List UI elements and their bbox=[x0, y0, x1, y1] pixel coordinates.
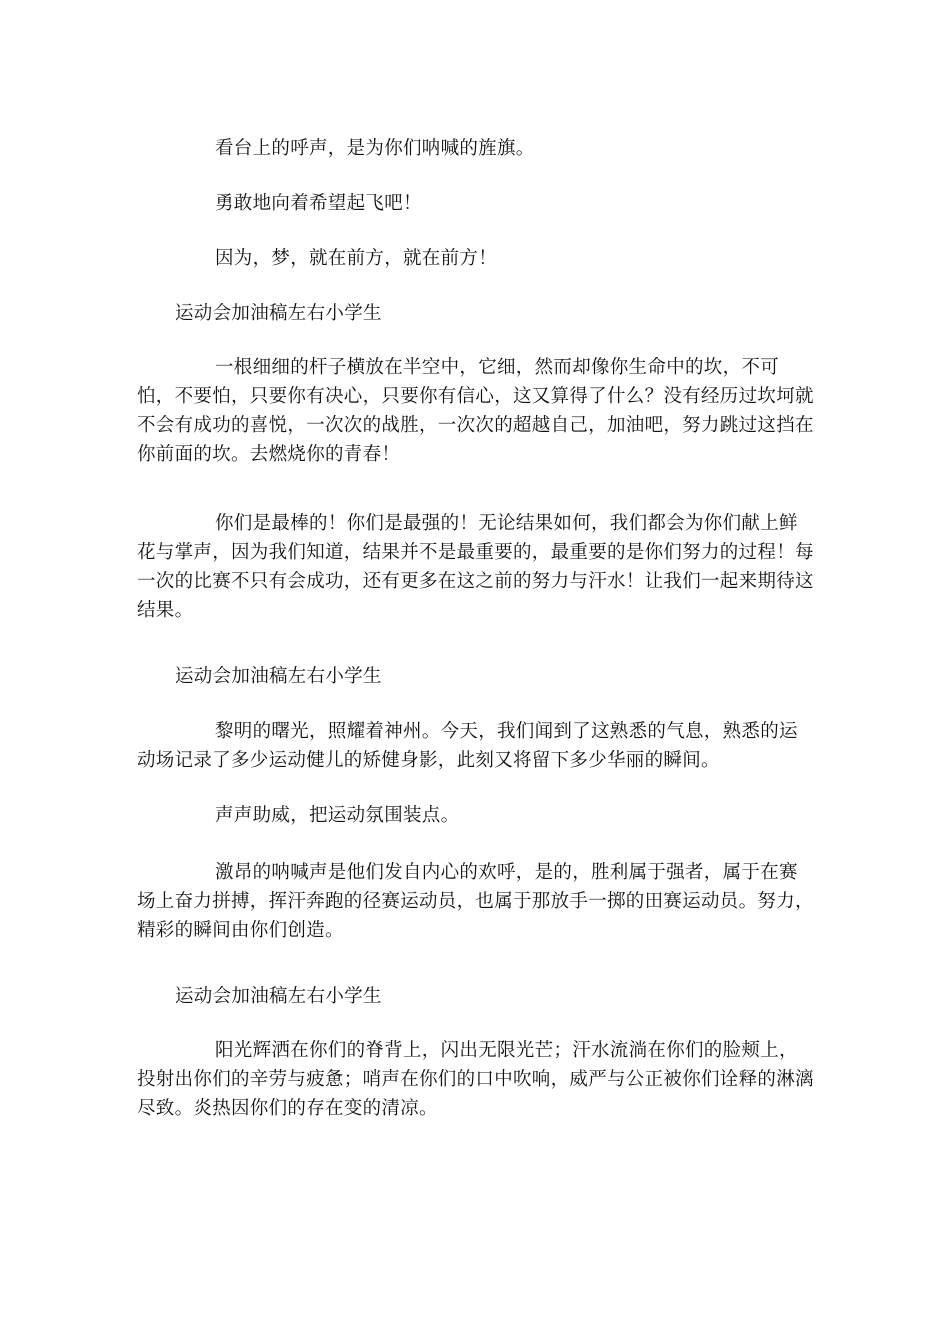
paragraph-dream-ahead: 因为，梦，就在前方，就在前方！ bbox=[215, 248, 498, 269]
paragraph-cheering-voices: 声声助威，把运动氛围装点。 bbox=[215, 805, 460, 826]
section-heading: 运动会加油稿左右小学生 bbox=[175, 986, 382, 1007]
paragraph-victory-to-the-strong: 激昂的呐喊声是他们发自内心的欢呼，是的，胜利属于强者，属于在赛场上奋力拼搏，挥汗奔跑的径赛运动员，也属于那放手一掷的田赛运动员。努力，精彩的瞬间由你们创造。 bbox=[137, 862, 814, 941]
paragraph-high-jump-bar: 一根细细的杆子横放在半空中，它细，然而却像你生命中的坎，不可怕，不要怕，只要你有决心，只要你有信心，这又算得了什么？没有经历过坎坷就不会有成功的喜悦，一次次的战胜，一次次的超越自己，加油吧，努力跳过这挡在你前面的坎。去燃烧你的青春！ bbox=[137, 357, 814, 465]
section-heading: 运动会加油稿左右小学生 bbox=[175, 666, 382, 687]
paragraph-you-are-the-best: 你们是最棒的！你们是最强的！无论结果如何，我们都会为你们献上鲜花与掌声，因为我们知道，结果并不是最重要的，最重要的是你们努力的过程！每一次的比赛不只有会成功，还有更多在这之前的努力与汗水！让我们一起来期待这结果。 bbox=[137, 513, 814, 621]
paragraph-dawn-light: 黎明的曙光，照耀着神州。今天，我们闻到了这熟悉的气息，熟悉的运动场记录了多少运动健儿的矫健身影，此刻又将留下多少华丽的瞬间。 bbox=[137, 721, 798, 771]
paragraph-cheer-flags: 看台上的呼声，是为你们呐喊的旌旗。 bbox=[215, 138, 535, 159]
paragraph-sunlight-on-backs: 阳光辉洒在你们的脊背上，闪出无限光芒；汗水流淌在你们的脸颊上，投射出你们的辛劳与疲惫；哨声在你们的口中吹响，威严与公正被你们诠释的淋漓尽致。炎热因你们的存在变的清凉。 bbox=[137, 1040, 814, 1119]
paragraph-fly-towards-hope: 勇敢地向着希望起飞吧！ bbox=[215, 193, 422, 214]
section-heading: 运动会加油稿左右小学生 bbox=[175, 303, 382, 324]
